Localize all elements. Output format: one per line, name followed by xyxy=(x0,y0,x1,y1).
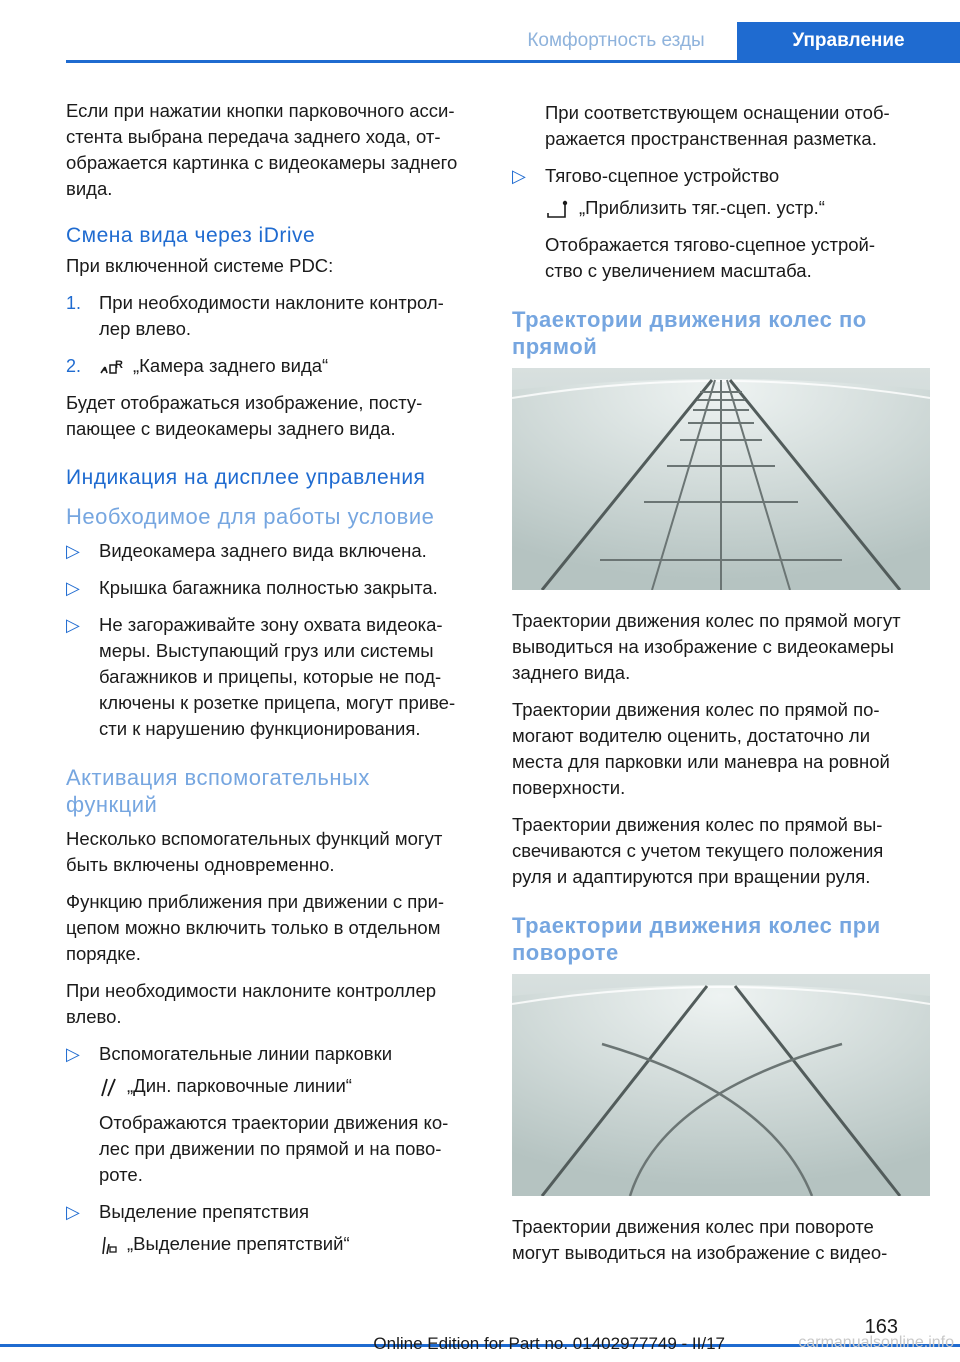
rear-camera-icon xyxy=(99,357,125,377)
aux-paragraph-1: Несколько вспомогательных функций могут быть включены одновременно. xyxy=(66,828,443,875)
option-obstacle-title: Выделение препятствия xyxy=(99,1201,309,1222)
spatial-marking-continued xyxy=(512,100,930,152)
requirement-text: Видеокамера заднего вида включена. xyxy=(99,540,427,561)
requirement-item xyxy=(66,575,484,601)
turn-trajectory-figure xyxy=(512,974,930,1196)
step-1-text: При необходимости наклоните контрол- лер влево. xyxy=(99,292,444,339)
requirement-item xyxy=(66,612,484,742)
option-obstacle-details xyxy=(66,1231,484,1257)
edition-note: Online Edition for Part no. 01402977749 - II/17 xyxy=(373,1334,725,1353)
aux-paragraph-2: Функцию приближения при движении с при- цепом можно включить только в отдельном порядке. xyxy=(66,891,445,964)
straight-paragraph-3: Траектории движения колес по прямой вы- свечиваются с учетом текущего положения руля и адаптируются при вращении руля. xyxy=(512,814,884,887)
parking-lines-description: Отображаются траектории движения ко- лес при движении по прямой и на пово- роте. xyxy=(99,1112,449,1185)
requirement-item xyxy=(66,538,484,564)
intro-paragraph: Если при нажатии кнопки парковочного асси- стента выбрана передача заднего хода, от- ображается картинка с видеокамеры заднего вида. xyxy=(66,100,458,199)
requirement-text: Крышка багажника полностью закрыта. xyxy=(99,577,438,598)
bullet-icon: ▷ xyxy=(512,166,526,186)
header-section-tab[interactable]: Комфортность езды xyxy=(527,30,705,51)
option-hitch xyxy=(512,163,930,189)
left-column xyxy=(66,98,484,1268)
obstacle-marking-icon xyxy=(99,1234,119,1256)
svg-text:R: R xyxy=(115,359,123,372)
option-obstacle-marking xyxy=(66,1199,484,1225)
idrive-precondition: При включенной системе PDC: xyxy=(66,255,334,276)
obstacle-menu-item[interactable]: „Выделение препятствий“ xyxy=(127,1233,350,1254)
bullet-icon: ▷ xyxy=(66,1202,80,1222)
bullet-icon: ▷ xyxy=(66,578,80,598)
parking-lines-icon xyxy=(99,1076,119,1098)
option-hitch-details xyxy=(512,195,930,284)
heading-auxiliary: Активация вспомогательных функций xyxy=(66,765,370,817)
watermark: carmanualsonline.info xyxy=(798,1334,954,1351)
heading-turn-trajectories: Траектории движения колес при повороте xyxy=(512,913,881,965)
step-2-number: 2. xyxy=(66,356,82,376)
step-2-text[interactable]: „Камера заднего вида“ xyxy=(133,355,329,376)
bullet-icon: ▷ xyxy=(66,1044,80,1064)
heading-requirement: Необходимое для работы условие xyxy=(66,504,435,529)
option-parking-lines-title: Вспомогательные линии парковки xyxy=(99,1043,393,1064)
hitch-description: Отображается тягово-сцепное устрой- ство с увеличением масштаба. xyxy=(545,234,876,281)
header-chapter-tab[interactable]: Управление xyxy=(737,22,960,60)
header-rule xyxy=(66,60,960,63)
heading-straight-trajectories: Траектории движения колес по прямой xyxy=(512,307,867,359)
heading-display: Индикация на дисплее управления xyxy=(66,466,426,489)
requirement-text: Не загораживайте зону охвата видеока- меры. Выступающий груз или системы багажников и прицепы, которые не под- ключены к розетке прицепа, могут приве- сти к нарушению функционирования. xyxy=(99,614,456,739)
page-number: 163 xyxy=(864,1316,898,1338)
step-1-number: 1. xyxy=(66,293,82,313)
heading-idrive: Смена вида через iDrive xyxy=(66,224,316,247)
option-hitch-title: Тягово-сцепное устройство xyxy=(545,165,780,186)
trailer-hitch-icon xyxy=(545,198,571,220)
straight-paragraph-1: Траектории движения колес по прямой могут выводиться на изображение с видеокамеры заднего вида. xyxy=(512,610,901,683)
parking-lines-menu-item[interactable]: „Дин. парковочные линии“ xyxy=(127,1075,352,1096)
turn-paragraph-1: Траектории движения колес при повороте могут выводиться на изображение с видео- xyxy=(512,1216,888,1263)
option-parking-lines xyxy=(66,1041,484,1067)
hitch-menu-item[interactable]: „Приблизить тяг.-сцеп. устр.“ xyxy=(579,197,825,218)
straight-trajectory-figure xyxy=(512,368,930,590)
right-column xyxy=(512,100,930,1277)
option-parking-lines-details xyxy=(66,1073,484,1188)
bullet-icon: ▷ xyxy=(66,541,80,561)
step-2 xyxy=(66,353,484,379)
bullet-icon: ▷ xyxy=(66,615,80,635)
aux-paragraph-3: При необходимости наклоните контроллер влево. xyxy=(66,980,437,1027)
spatial-marking-text: При соответствующем оснащении отоб- ражается пространственная разметка. xyxy=(545,102,890,149)
step-1 xyxy=(66,290,484,342)
idrive-result: Будет отображаться изображение, посту- пающее с видеокамеры заднего вида. xyxy=(66,392,423,439)
straight-paragraph-2: Траектории движения колес по прямой по- могают водителю оценить, достаточно ли места для парковки или маневра на ровной поверхности. xyxy=(512,699,890,798)
